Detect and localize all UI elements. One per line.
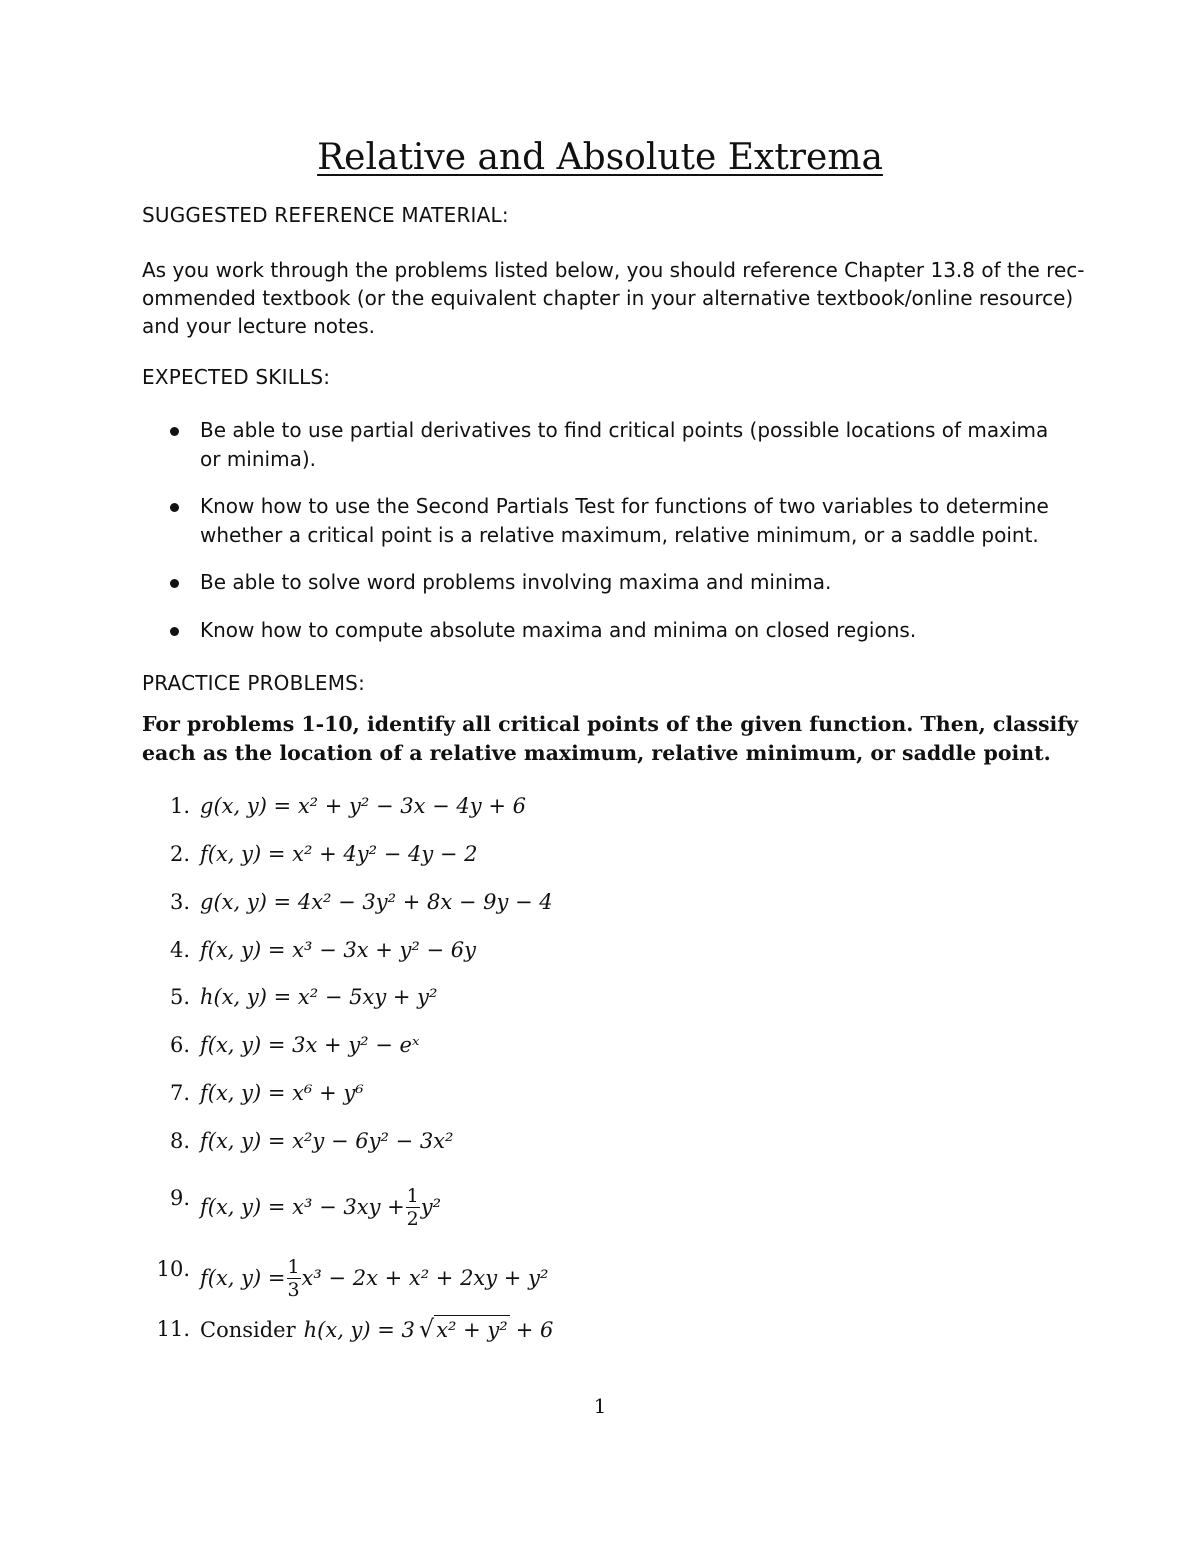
- problem-number: 7.: [169, 1081, 190, 1105]
- problem-expression: f(x, y) = x²y − 6y² − 3x²: [200, 1129, 454, 1153]
- problem-expression: f(x, y) = x³ − 3x + y² − 6y: [200, 938, 476, 962]
- skill-line: Be able to use partial derivatives to find critical points (possible locations of maxima: [200, 418, 1049, 442]
- expression-part: x³ − 2x + x² + 2xy + y²: [301, 1265, 549, 1290]
- problem-expression: f(x, y) = x⁶ + y⁶: [200, 1081, 364, 1105]
- square-root: [419, 1315, 510, 1344]
- skill-item: [172, 616, 1062, 645]
- skill-line: Be able to solve word problems involving maxima and minima.: [200, 570, 832, 594]
- fraction: [406, 1185, 420, 1230]
- reference-line: As you work through the problems listed below, you should reference Chapter 13.8 of the rec-: [142, 258, 1085, 282]
- fraction-denominator: 2: [406, 1208, 419, 1230]
- instruction-line: each as the location of a relative maximum, relative minimum, or saddle point.: [142, 741, 1051, 765]
- practice-heading: PRACTICE PROBLEMS:: [142, 671, 366, 695]
- bullet-dot-icon: [170, 627, 179, 636]
- fraction-numerator: 1: [287, 1256, 300, 1278]
- reference-paragraph: [142, 256, 1085, 340]
- expression-part: h(x, y) = 3: [303, 1318, 415, 1342]
- skill-line: Know how to use the Second Partials Test for functions of two variables to determine: [200, 494, 1049, 518]
- expression-part: f(x, y) =: [200, 1265, 286, 1290]
- skill-item: [172, 416, 1062, 474]
- expression-part: + 6: [515, 1318, 554, 1342]
- page-number: 1: [593, 1394, 607, 1418]
- practice-instructions: [142, 710, 1082, 768]
- problem-number: 9.: [169, 1186, 190, 1210]
- problem-expression: f(x, y) = 3x + y² − eˣ: [200, 1033, 420, 1057]
- bullet-dot-icon: [170, 503, 179, 512]
- bullet-dot-icon: [170, 427, 179, 436]
- problem-expression: [200, 1184, 441, 1229]
- problem-number: 1.: [169, 794, 190, 818]
- reference-line: and your lecture notes.: [142, 314, 375, 338]
- problem-number: 5.: [169, 985, 190, 1009]
- expression-part: y²: [420, 1194, 442, 1219]
- skill-line: Know how to compute absolute maxima and minima on closed regions.: [200, 618, 917, 642]
- bullet-dot-icon: [170, 579, 179, 588]
- problem-prefix: Consider: [200, 1318, 296, 1342]
- problem-expression: [200, 1255, 548, 1300]
- title-text: Relative and Absolute Extrema: [317, 137, 883, 178]
- fraction-denominator: 3: [287, 1279, 300, 1301]
- radical-sign-icon: √: [418, 1315, 435, 1343]
- problem-expression: h(x, y) = x² − 5xy + y²: [200, 985, 438, 1009]
- instruction-line: For problems 1-10, identify all critical points of the given function. Then, classify: [142, 712, 1079, 736]
- skill-line: whether a critical point is a relative maximum, relative minimum, or a saddle point.: [200, 523, 1039, 547]
- problem-expression: [200, 1315, 553, 1344]
- problem-number: 6.: [169, 1033, 190, 1057]
- expression-part: f(x, y) = x³ − 3xy +: [200, 1194, 405, 1219]
- problem-expression: f(x, y) = x² + 4y² − 4y − 2: [200, 842, 478, 866]
- problem-number: 3.: [169, 890, 190, 914]
- fraction-numerator: 1: [406, 1185, 419, 1207]
- skill-line: or minima).: [200, 447, 316, 471]
- skills-heading: EXPECTED SKILLS:: [142, 365, 331, 389]
- problem-number: 11.: [156, 1317, 190, 1341]
- document-title: [0, 138, 1200, 178]
- problem-expression: g(x, y) = 4x² − 3y² + 8x − 9y − 4: [200, 890, 553, 914]
- reference-line: ommended textbook (or the equivalent chapter in your alternative textbook/online resource): [142, 286, 1074, 310]
- radicand: x² + y²: [434, 1315, 510, 1344]
- problem-number: 8.: [169, 1129, 190, 1153]
- skill-item: [172, 492, 1062, 550]
- skill-item: [172, 568, 1062, 597]
- problem-number: 10.: [156, 1257, 190, 1281]
- problem-number: 4.: [169, 938, 190, 962]
- problem-number: 2.: [169, 842, 190, 866]
- fraction: [287, 1256, 301, 1301]
- problem-expression: g(x, y) = x² + y² − 3x − 4y + 6: [200, 794, 526, 818]
- reference-heading: SUGGESTED REFERENCE MATERIAL:: [142, 203, 509, 227]
